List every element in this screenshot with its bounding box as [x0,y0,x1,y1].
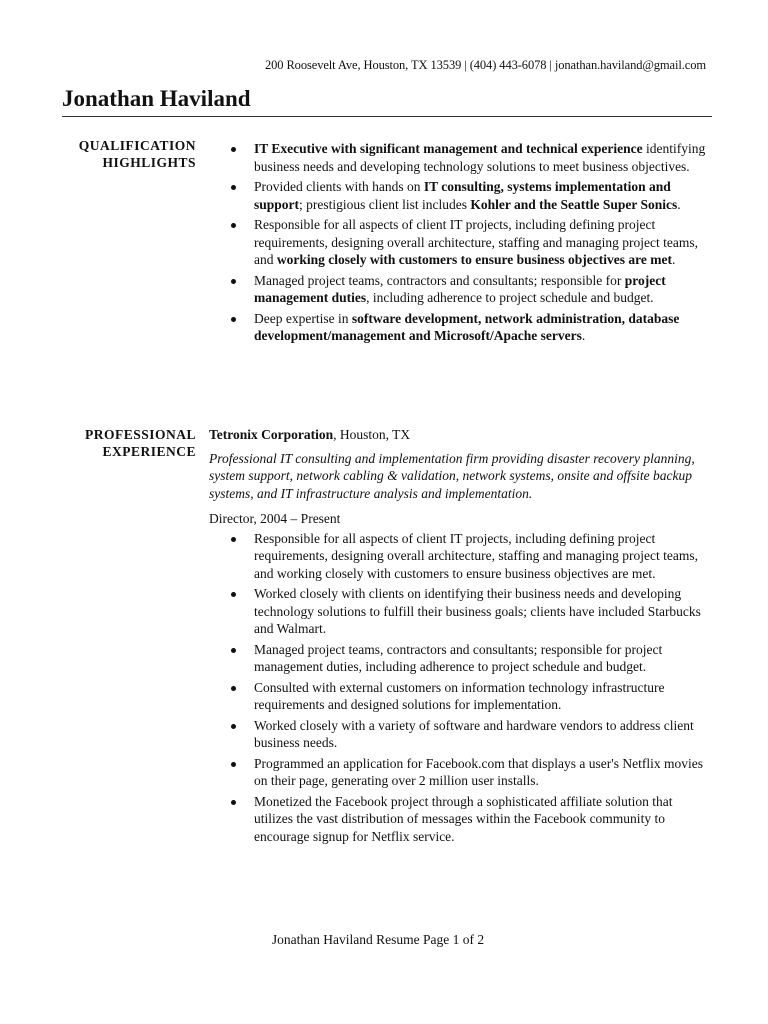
qualifications-heading-line2: HIGHLIGHTS [102,155,196,170]
experience-item: Consulted with external customers on information technology infrastructure requirements and designed solutions for implementation. [209,679,709,714]
experience-heading-line2: EXPERIENCE [102,444,196,459]
experience-item: Worked closely with a variety of software and hardware vendors to address client business needs. [209,717,709,752]
candidate-name: Jonathan Haviland [62,86,251,111]
experience-section [209,426,709,848]
job-title: Director, 2004 – Present [209,511,341,526]
qualification-item: Deep expertise in software development, network administration, database development/management and Microsoft/Apache servers. [209,310,709,345]
qualifications-section [209,140,709,348]
header-divider [62,116,712,117]
company-description: Professional IT consulting and implementation firm providing disaster recovery planning, system support, network cabling & validation, network systems, onsite and offsite backup systems, and IT infrastructure analysis and implementation. [209,450,695,501]
experience-bullets [209,530,709,846]
qualification-item: IT Executive with significant management and technical experience identifying business needs and developing technology solutions to meet business objectives. [209,140,709,175]
company-location: , Houston, TX [333,427,411,442]
experience-heading [60,426,196,460]
qualifications-heading-line1: QUALIFICATION [78,138,196,153]
footer-text: Jonathan Haviland Resume Page 1 of 2 [271,932,485,947]
qualifications-list [209,140,709,345]
experience-item: Managed project teams, contractors and consultants; responsible for project management duties, including adherence to project schedule and budget. [209,641,709,676]
experience-item: Worked closely with clients on identifying their business needs and developing technology solutions to fulfill their business goals; clients have included Starbucks and Walmart. [209,585,709,638]
qualification-item: Provided clients with hands on IT consulting, systems implementation and support; prestigious client list includes Kohler and the Seattle Super Sonics. [209,178,709,213]
contact-info: 200 Roosevelt Ave, Houston, TX 13539 | (404) 443-6078 | jonathan.haviland@gmail.com [264,58,706,72]
qualifications-heading [60,137,196,171]
experience-heading-line1: PROFESSIONAL [84,427,196,442]
company-name: Tetronix Corporation [209,427,334,442]
experience-item: Responsible for all aspects of client IT projects, including defining project requirements, designing overall architecture, staffing and managing project teams, and working closely with customers to ensure business objectives are met. [209,530,709,583]
qualification-item: Managed project teams, contractors and consultants; responsible for project management duties, including adherence to project schedule and budget. [209,272,709,307]
experience-item: Programmed an application for Facebook.com that displays a user's Netflix movies on their page, generating over 2 million user installs. [209,755,709,790]
page-footer [0,932,768,948]
employer [209,426,709,444]
qualification-item: Responsible for all aspects of client IT projects, including defining project requirements, designing overall architecture, staffing and managing project teams, and working closely with customers to ensure business objectives are met. [209,216,709,269]
experience-item: Monetized the Facebook project through a sophisticated affiliate solution that utilizes the vast distribution of messages within the Facebook community to encourage signup for Netflix service. [209,793,709,846]
